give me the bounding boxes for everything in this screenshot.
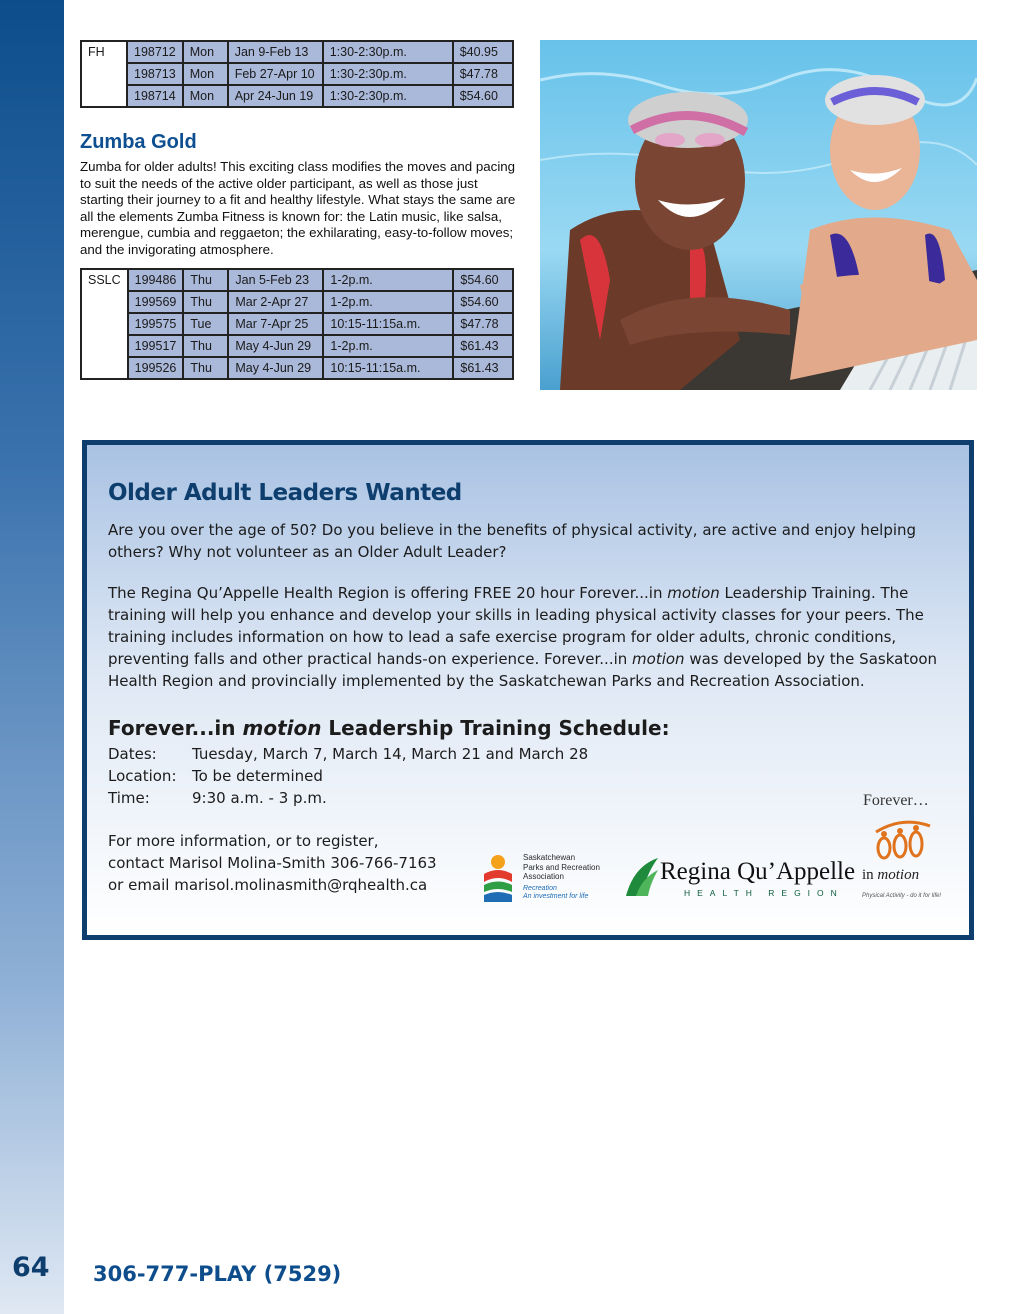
date-range-cell: Feb 27-Apr 10 — [228, 63, 323, 85]
date-range-cell: Jan 9-Feb 13 — [228, 41, 323, 63]
schedule-heading-post: Leadership Training Schedule: — [321, 716, 670, 740]
fh-table-body — [81, 41, 513, 107]
time-label: Time: — [108, 789, 150, 807]
fee-cell: $47.78 — [453, 63, 513, 85]
spra-line-3: Association — [523, 872, 564, 881]
callout-body-text-2: Leadership Training. The training will help you enhance and develop your skills in leading physical activity classes for your peers. The training includes information on how to lead a safe exercise program for older adults, chronic conditions, preventing falls and other practical hands-on experience. Forever...in — [108, 584, 924, 668]
swimmers-photo — [540, 40, 977, 390]
day-cell: Mon — [183, 63, 228, 85]
page-number: 64 — [12, 1252, 50, 1283]
side-band — [0, 0, 64, 1314]
rqhr-leaf-icon — [624, 856, 660, 898]
location-label: Location: — [108, 767, 177, 785]
day-cell: Thu — [183, 269, 228, 291]
day-cell: Tue — [183, 313, 228, 335]
callout-body-text-1: The Regina Qu’Appelle Health Region is offering FREE 20 hour Forever...in — [108, 584, 668, 602]
sslc-table-body — [81, 269, 513, 379]
callout-title: Older Adult Leaders Wanted — [108, 480, 462, 506]
spra-tag-1: Recreation — [523, 885, 557, 892]
spra-line-1: Saskatchewan — [523, 853, 576, 862]
day-cell: Thu — [183, 357, 228, 379]
course-code-cell: 199569 — [128, 291, 184, 313]
course-code-cell: 199517 — [128, 335, 184, 357]
rqhr-logo-subtitle: HEALTH REGION — [684, 888, 844, 898]
time-cell: 1-2p.m. — [323, 269, 453, 291]
callout-body-text-3: was developed by the Saskatoon Health Region and provincially implemented by the Saskatchewan Parks and Recreation Association. — [108, 650, 938, 690]
sslc-location-cell: SSLC — [81, 269, 128, 379]
callout-body-emphasis-1: motion — [667, 584, 720, 602]
fim-logo-inmotion — [862, 867, 919, 884]
date-range-cell: Apr 24-Jun 19 — [228, 85, 323, 107]
fim-logo-tagline: Physical Activity - do it for life! — [862, 893, 942, 899]
date-range-cell: May 4-Jun 29 — [228, 357, 323, 379]
table-row — [81, 357, 513, 379]
time-value: 9:30 a.m. - 3 p.m. — [192, 789, 327, 807]
day-cell: Thu — [183, 335, 228, 357]
callout-body — [108, 582, 948, 692]
table-row — [81, 63, 513, 85]
date-range-cell: Mar 7-Apr 25 — [228, 313, 323, 335]
contact-line-2: contact Marisol Molina-Smith 306-766-7163 — [108, 854, 437, 872]
fim-motion: motion — [877, 867, 920, 883]
fee-cell: $54.60 — [453, 269, 513, 291]
dates-row — [108, 745, 588, 763]
day-cell: Mon — [183, 41, 228, 63]
course-code-cell: 198713 — [127, 63, 183, 85]
fee-cell: $40.95 — [453, 41, 513, 63]
rqhr-logo-name: Regina Qu’Appelle — [660, 858, 856, 885]
callout-intro: Are you over the age of 50? Do you believe in the benefits of physical activity, are active and enjoy helping others? Why not volunteer as an Older Adult Leader? — [108, 521, 917, 561]
fh-location-cell: FH — [81, 41, 127, 107]
course-code-cell: 198714 — [127, 85, 183, 107]
fee-cell: $54.60 — [453, 291, 513, 313]
day-cell: Mon — [183, 85, 228, 107]
time-cell: 1-2p.m. — [323, 291, 453, 313]
time-cell: 10:15-11:15a.m. — [323, 313, 453, 335]
course-code-cell: 198712 — [127, 41, 183, 63]
fee-cell: $47.78 — [453, 313, 513, 335]
date-range-cell: Jan 5-Feb 23 — [228, 269, 323, 291]
date-range-cell: May 4-Jun 29 — [228, 335, 323, 357]
time-cell: 1-2p.m. — [323, 335, 453, 357]
fim-figures-icon — [872, 818, 934, 862]
time-cell: 1:30-2:30p.m. — [323, 85, 453, 107]
zumba-gold-description: Zumba for older adults! This exciting class modifies the moves and pacing to suit the needs of the active older participant, as well as those just starting their journey to a fit and healthy lifestyle. What stays the same are all the elements Zumba Fitness is known for: the Latin music, like salsa, merengue, cumbia and reggaeton; the exhilarating, easy-to-follow moves; and the invigorating atmosphere. — [80, 159, 516, 257]
course-code-cell: 199486 — [128, 269, 184, 291]
table-row — [81, 313, 513, 335]
zumba-gold-title: Zumba Gold — [80, 131, 197, 153]
fim-logo-forever: Forever… — [863, 792, 929, 809]
schedule-heading-pre: Forever...in — [108, 716, 243, 740]
sslc-schedule-table — [80, 268, 514, 380]
day-cell: Thu — [183, 291, 228, 313]
table-row — [81, 85, 513, 107]
course-code-cell: 199575 — [128, 313, 184, 335]
time-row — [108, 789, 327, 807]
table-row — [81, 335, 513, 357]
spra-tag-2: An investment for life — [523, 893, 589, 900]
dates-label: Dates: — [108, 745, 157, 763]
dates-value: Tuesday, March 7, March 14, March 21 and March 28 — [192, 745, 589, 763]
location-value: To be determined — [192, 767, 323, 785]
date-range-cell: Mar 2-Apr 27 — [228, 291, 323, 313]
spra-logo-icon — [480, 852, 516, 902]
contact-line-1: For more information, or to register, — [108, 832, 379, 850]
fee-cell: $61.43 — [453, 357, 513, 379]
time-cell: 10:15-11:15a.m. — [323, 357, 453, 379]
time-cell: 1:30-2:30p.m. — [323, 63, 453, 85]
table-row — [81, 269, 513, 291]
course-code-cell: 199526 — [128, 357, 184, 379]
spra-logo-text — [523, 853, 600, 882]
contact-info — [108, 830, 437, 896]
location-row — [108, 767, 323, 785]
spra-line-2: Parks and Recreation — [523, 862, 600, 872]
table-row — [81, 41, 513, 63]
fee-cell: $61.43 — [453, 335, 513, 357]
spra-tagline — [523, 885, 588, 901]
fh-schedule-table — [80, 40, 514, 108]
time-cell: 1:30-2:30p.m. — [323, 41, 453, 63]
fim-in: in — [862, 867, 874, 883]
table-row — [81, 291, 513, 313]
fee-cell: $54.60 — [453, 85, 513, 107]
callout-body-emphasis-2: motion — [632, 650, 685, 668]
footer-phone: 306-777-PLAY (7529) — [93, 1262, 342, 1286]
training-schedule-heading — [108, 716, 670, 740]
schedule-heading-em: motion — [242, 716, 322, 740]
contact-line-3[interactable]: or email marisol.molinasmith@rqhealth.ca — [108, 876, 428, 894]
swimmers-illustration — [540, 40, 977, 390]
